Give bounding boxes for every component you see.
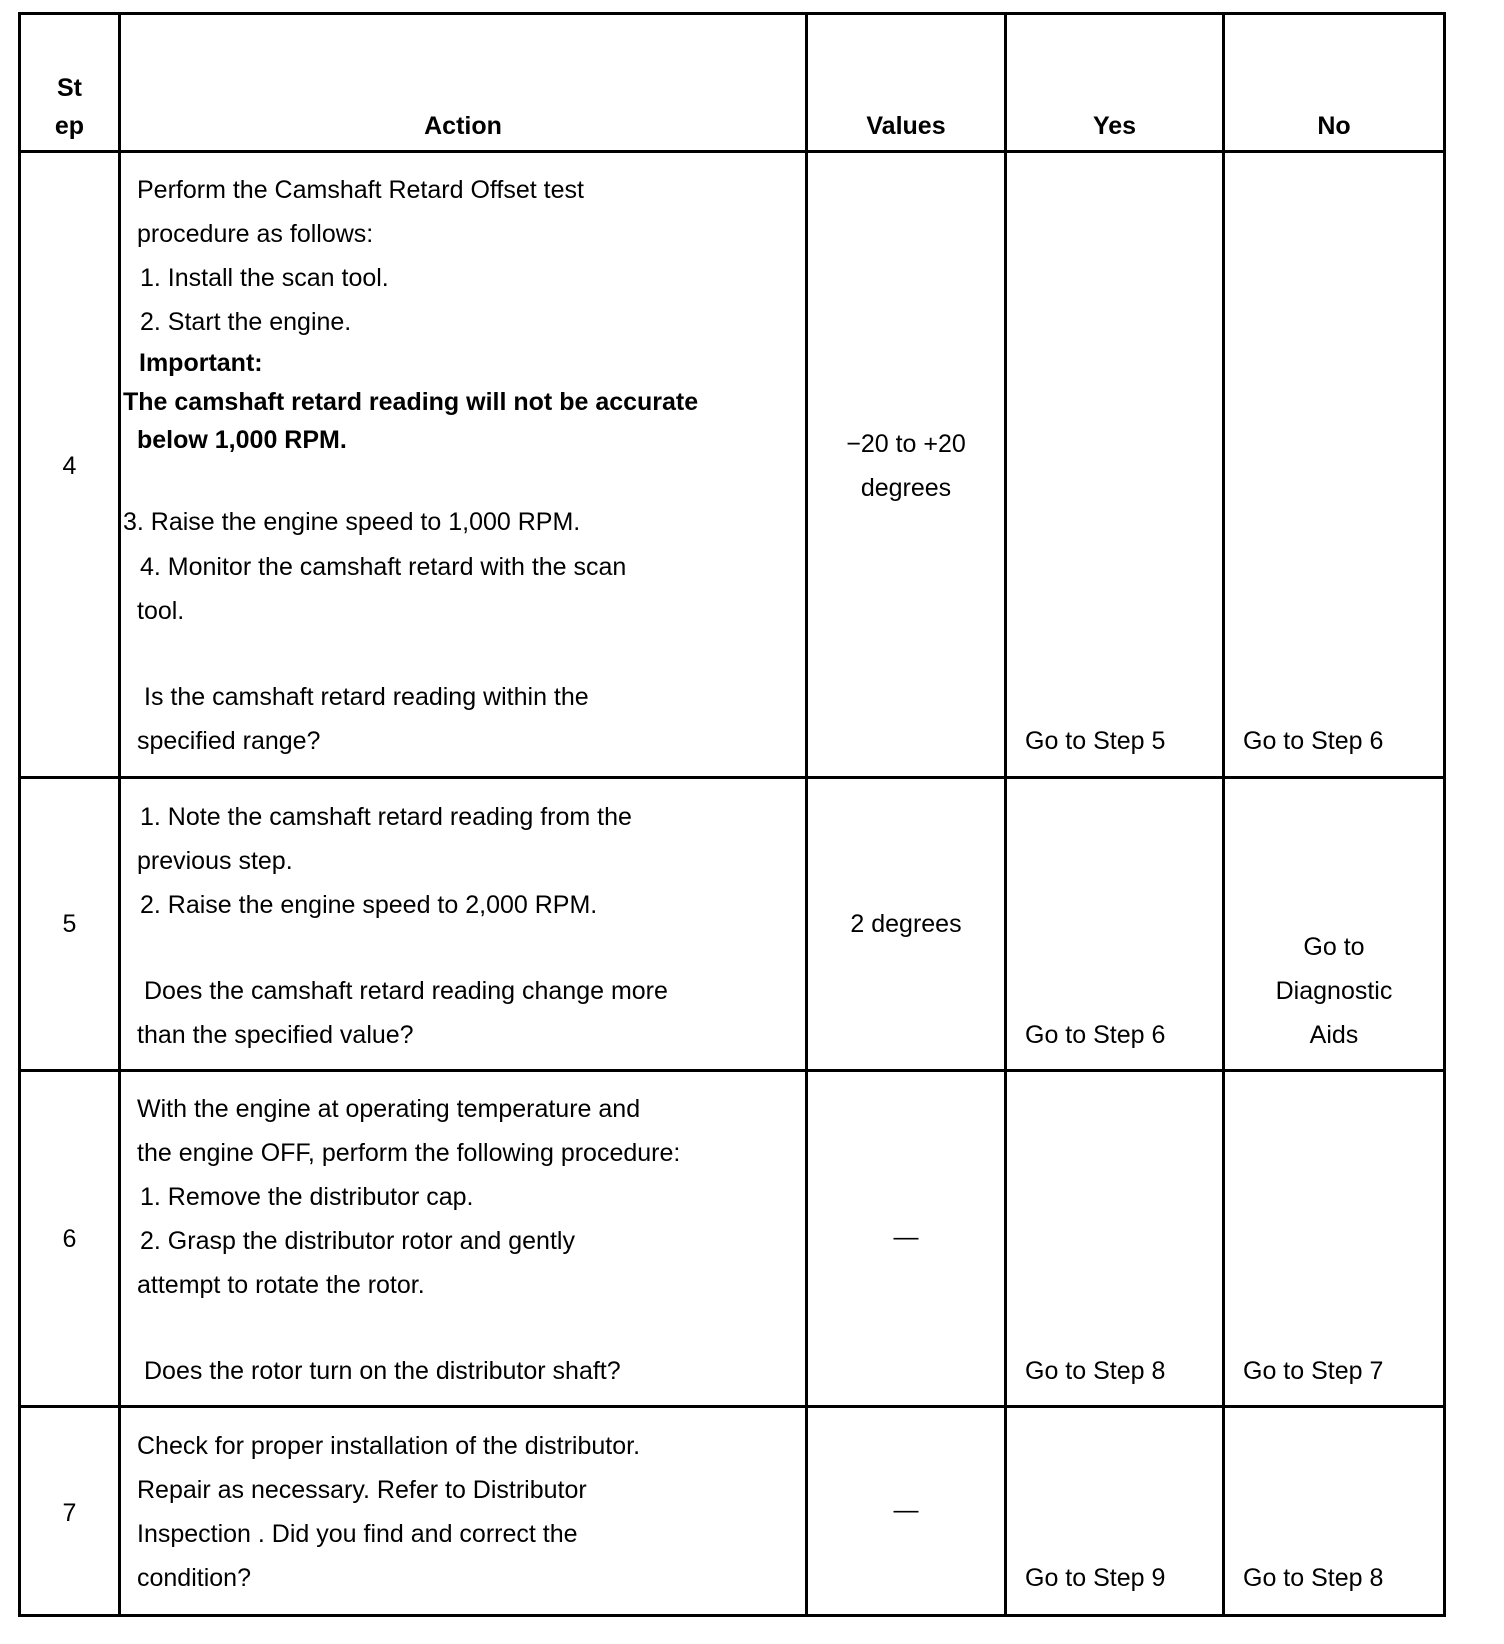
table-border-left <box>18 12 21 1617</box>
table-border-bottom <box>18 1614 1446 1617</box>
header-yes: Yes <box>1092 112 1137 140</box>
values-text: — <box>893 1496 919 1524</box>
action-question: Does the camshaft retard reading change more <box>144 977 668 1005</box>
action-text: procedure as follows: <box>137 220 374 248</box>
action-question: than the specified value? <box>137 1021 414 1049</box>
yes-result: Go to Step 9 <box>1025 1564 1166 1592</box>
action-text: previous step. <box>137 847 293 875</box>
header-values: Values <box>866 112 946 140</box>
table-border-right <box>1443 12 1446 1617</box>
action-text: 1. Remove the distributor cap. <box>140 1183 474 1211</box>
action-text: 4. Monitor the camshaft retard with the scan <box>140 553 627 581</box>
step-number-6: 6 <box>62 1225 77 1253</box>
step-number-5: 5 <box>62 910 77 938</box>
action-text: 1. Install the scan tool. <box>140 264 389 292</box>
values-text: degrees <box>860 474 952 502</box>
important-note: below 1,000 RPM. <box>137 426 347 454</box>
action-text: the engine OFF, perform the following procedure: <box>137 1139 681 1167</box>
table-border-top <box>18 12 1446 15</box>
yes-result: Go to Step 6 <box>1025 1021 1166 1049</box>
row-divider-6 <box>18 1405 1446 1408</box>
no-result: Go to Step 6 <box>1243 727 1384 755</box>
no-result: Diagnostic <box>1275 977 1393 1005</box>
step-number-7: 7 <box>62 1499 77 1527</box>
header-divider <box>18 150 1446 153</box>
action-text: Perform the Camshaft Retard Offset test <box>137 176 584 204</box>
action-text: tool. <box>137 597 185 625</box>
important-label: Important: <box>139 349 263 377</box>
action-text: 2. Raise the engine speed to 2,000 RPM. <box>140 891 598 919</box>
col-divider-values <box>1004 12 1007 1617</box>
col-divider-action <box>805 12 808 1617</box>
yes-result: Go to Step 5 <box>1025 727 1166 755</box>
action-text: condition? <box>137 1564 251 1592</box>
no-result: Go to <box>1303 933 1365 961</box>
header-action: Action <box>424 112 502 140</box>
header-no: No <box>1317 112 1351 140</box>
action-question: Does the rotor turn on the distributor shaft? <box>144 1357 621 1385</box>
action-text: Check for proper installation of the distributor. <box>137 1432 641 1460</box>
values-text: — <box>893 1223 919 1251</box>
action-text: With the engine at operating temperature and <box>137 1095 641 1123</box>
action-question: specified range? <box>137 727 321 755</box>
action-text: 2. Grasp the distributor rotor and gently <box>140 1227 575 1255</box>
values-text: 2 degrees <box>850 910 962 938</box>
col-divider-yes <box>1222 12 1225 1617</box>
action-text: 2. Start the engine. <box>140 308 352 336</box>
col-divider-step <box>118 12 121 1617</box>
action-text: 3. Raise the engine speed to 1,000 RPM. <box>123 508 581 536</box>
yes-result: Go to Step 8 <box>1025 1357 1166 1385</box>
row-divider-5 <box>18 1069 1446 1072</box>
action-text: Inspection . Did you find and correct the <box>137 1520 578 1548</box>
header-step-line2: ep <box>54 112 85 140</box>
action-text: attempt to rotate the rotor. <box>137 1271 425 1299</box>
important-note: The camshaft retard reading will not be accurate <box>123 388 699 416</box>
no-result: Aids <box>1309 1021 1359 1049</box>
action-text: 1. Note the camshaft retard reading from the <box>140 803 632 831</box>
header-step-line1: St <box>57 74 82 102</box>
values-text: −20 to +20 <box>846 430 966 458</box>
no-result: Go to Step 7 <box>1243 1357 1384 1385</box>
action-question: Is the camshaft retard reading within the <box>144 683 589 711</box>
action-text: Repair as necessary. Refer to Distributor <box>137 1476 587 1504</box>
step-number-4: 4 <box>62 452 77 480</box>
row-divider-4 <box>18 776 1446 779</box>
no-result: Go to Step 8 <box>1243 1564 1384 1592</box>
